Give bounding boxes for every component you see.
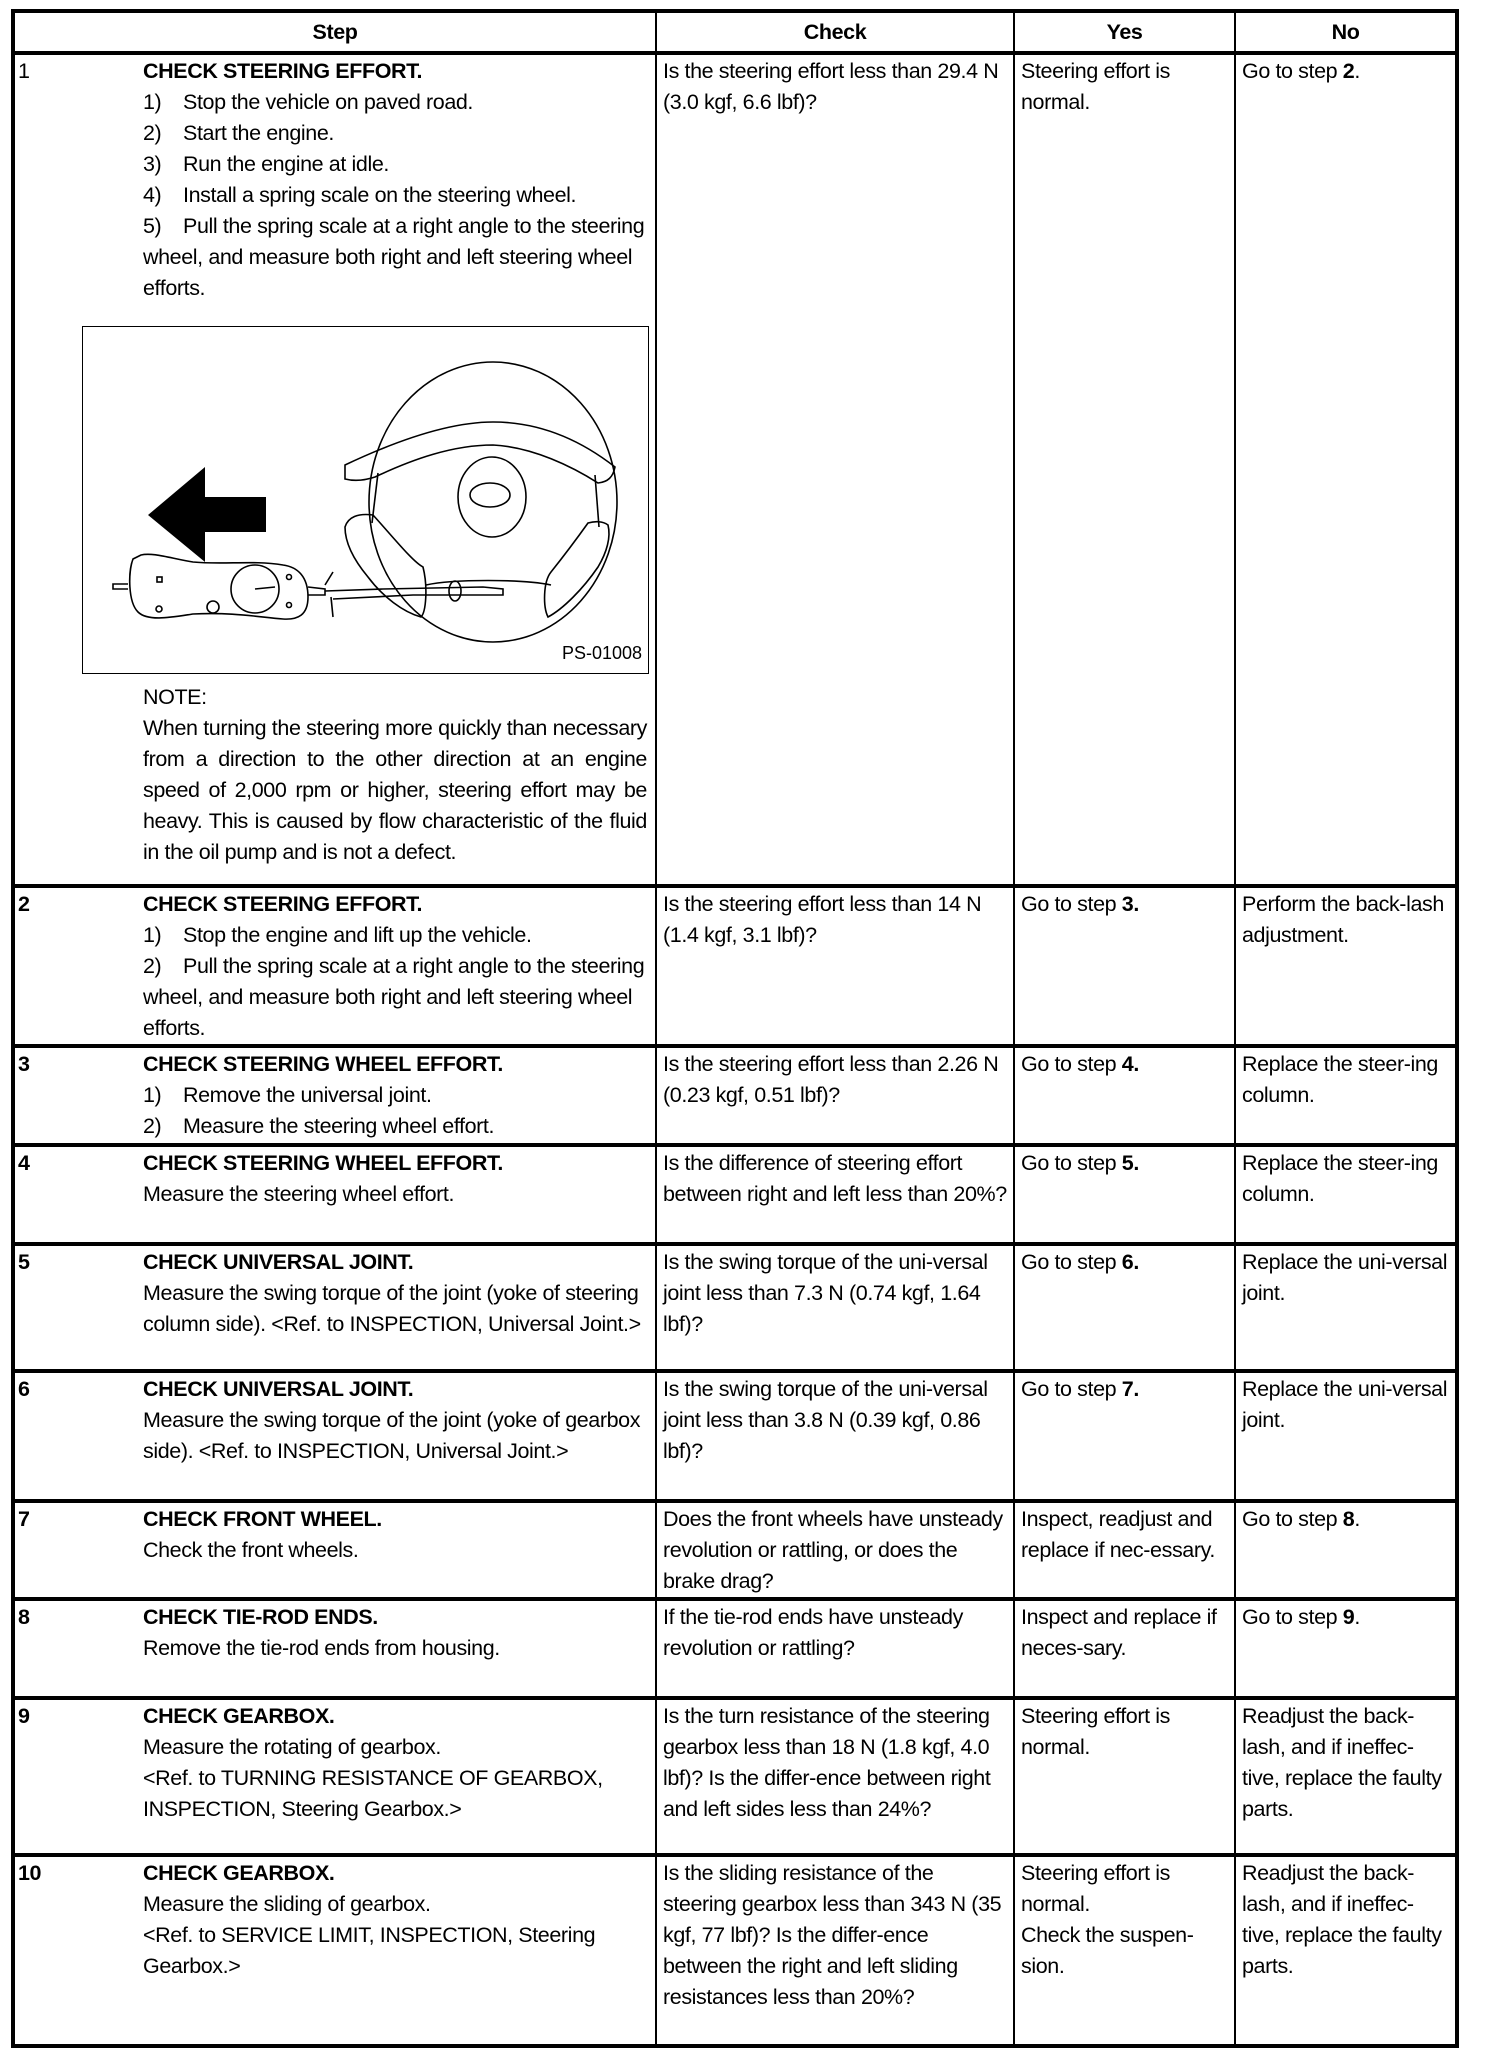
yes-cell: Inspect and replace if neces-sary. xyxy=(1014,1599,1235,1698)
spring-scale-icon xyxy=(113,554,503,619)
no-cell: Readjust the back-lash, and if ineffec-tive, replace the faulty parts. xyxy=(1235,1855,1457,2046)
step-description: Measure the steering wheel effort. xyxy=(143,1182,455,1206)
step-number: 5 xyxy=(18,1250,30,1274)
table-row xyxy=(13,886,1457,1046)
check-cell: Does the front wheels have unsteady revolution or rattling, or does the brake drag? xyxy=(656,1501,1014,1599)
reference-link[interactable]: <Ref. to TURNING RESISTANCE OF GEARBOX, INSPECTION, Steering Gearbox.> xyxy=(143,1766,603,1821)
table-row xyxy=(13,1698,1457,1855)
note-label: NOTE: xyxy=(143,685,207,709)
no-cell: Replace the uni-versal joint. xyxy=(1235,1244,1457,1371)
step-description: Check the front wheels. xyxy=(143,1538,359,1562)
table-row xyxy=(13,1855,1457,2046)
step-title: CHECK FRONT WHEEL. xyxy=(143,1507,382,1531)
substep: 3) Run the engine at idle. xyxy=(143,152,389,176)
yes-cell: Go to step 3. xyxy=(1014,886,1235,1046)
header-row xyxy=(13,11,1457,53)
yes-cell xyxy=(1014,1855,1235,2046)
step-title: CHECK UNIVERSAL JOINT. xyxy=(143,1377,414,1401)
yes-cell: Go to step 5. xyxy=(1014,1145,1235,1244)
step-description: Measure the sliding of gearbox. xyxy=(143,1892,431,1916)
step-cell xyxy=(13,886,656,1046)
step-number: 1 xyxy=(18,59,30,83)
step-number: 9 xyxy=(18,1704,30,1728)
substep: 2) Start the engine. xyxy=(143,121,334,145)
check-cell: Is the steering effort less than 2.26 N (0.23 kgf, 0.51 lbf)? xyxy=(656,1046,1014,1145)
header-check: Check xyxy=(656,11,1014,53)
no-cell: Perform the back-lash adjustment. xyxy=(1235,886,1457,1046)
step-number: 7 xyxy=(18,1507,30,1531)
step-number: 10 xyxy=(18,1861,42,1885)
step-link[interactable]: 9 xyxy=(1342,1605,1355,1629)
step-description: Remove the tie-rod ends from housing. xyxy=(143,1636,500,1660)
substep: 1) Stop the vehicle on paved road. xyxy=(143,90,474,114)
step-link[interactable]: 5 xyxy=(1121,1151,1134,1175)
step-title: CHECK STEERING EFFORT. xyxy=(143,59,423,83)
no-cell: Replace the steer-ing column. xyxy=(1235,1046,1457,1145)
substep: 2) Pull the spring scale at a right angle to the steering wheel, and measure both right and left steering wheel efforts. xyxy=(143,954,645,1040)
diagnostic-table xyxy=(11,9,1459,2048)
header-yes: Yes xyxy=(1014,11,1235,53)
yes-cell: Steering effort is normal. xyxy=(1014,53,1235,886)
step-cell xyxy=(13,1145,656,1244)
check-cell: Is the steering effort less than 14 N (1.4 kgf, 3.1 lbf)? xyxy=(656,886,1014,1046)
check-cell: Is the sliding resistance of the steering gearbox less than 343 N (35 kgf, 77 lbf)? Is the differ-ence between the right and left sliding resistances less than 20%? xyxy=(656,1855,1014,2046)
substep: 1) Remove the universal joint. xyxy=(143,1083,432,1107)
step-cell xyxy=(13,1698,656,1855)
substep: 2) Measure the steering wheel effort. xyxy=(143,1114,495,1138)
illustration-figure xyxy=(82,326,649,674)
check-cell: Is the swing torque of the uni-versal joint less than 7.3 N (0.74 kgf, 1.64 lbf)? xyxy=(656,1244,1014,1371)
table-row xyxy=(13,53,1457,886)
step-link[interactable]: 2 xyxy=(1342,59,1355,83)
table-row xyxy=(13,1501,1457,1599)
step-number: 6 xyxy=(18,1377,30,1401)
step-description: Measure the swing torque of the joint (yoke of steering column side). <Ref. to INSPECTION, Universal Joint.> xyxy=(143,1281,641,1336)
step-cell xyxy=(13,1371,656,1501)
reference-link[interactable]: <Ref. to SERVICE LIMIT, INSPECTION, Steering Gearbox.> xyxy=(143,1923,596,1978)
step-link[interactable]: 7 xyxy=(1121,1377,1134,1401)
step-cell xyxy=(13,1501,656,1599)
yes-cell: Steering effort is normal. xyxy=(1014,1698,1235,1855)
substep: 1) Stop the engine and lift up the vehicle. xyxy=(143,923,532,947)
check-cell: Is the difference of steering effort between right and left less than 20%? xyxy=(656,1145,1014,1244)
no-cell: Go to step 9. xyxy=(1235,1599,1457,1698)
header-step: Step xyxy=(13,11,656,53)
spring-scale-steering-illustration xyxy=(83,327,650,675)
header-no: No xyxy=(1235,11,1457,53)
yes-cell: Go to step 7. xyxy=(1014,1371,1235,1501)
table-row xyxy=(13,1599,1457,1698)
substep: 5) Pull the spring scale at a right angle to the steering wheel, and measure both right and left steering wheel efforts. xyxy=(143,214,645,300)
no-cell: Replace the steer-ing column. xyxy=(1235,1145,1457,1244)
step-title: CHECK UNIVERSAL JOINT. xyxy=(143,1250,414,1274)
step-link[interactable]: 6 xyxy=(1121,1250,1134,1274)
check-cell: Is the turn resistance of the steering gearbox less than 18 N (1.8 kgf, 4.0 lbf)? Is the differ-ence between right and left sides less than 24%? xyxy=(656,1698,1014,1855)
step-cell xyxy=(13,1046,656,1145)
yes-cell: Go to step 4. xyxy=(1014,1046,1235,1145)
steering-wheel-icon xyxy=(345,362,617,642)
step-title: CHECK TIE-ROD ENDS. xyxy=(143,1605,378,1629)
table-row xyxy=(13,1371,1457,1501)
yes-cell: Go to step 6. xyxy=(1014,1244,1235,1371)
no-cell: Go to step 2. xyxy=(1235,53,1457,886)
check-cell: Is the swing torque of the uni-versal joint less than 3.8 N (0.39 kgf, 0.86 lbf)? xyxy=(656,1371,1014,1501)
step-title: CHECK STEERING WHEEL EFFORT. xyxy=(143,1052,503,1076)
step-link[interactable]: 8 xyxy=(1342,1507,1355,1531)
figure-id: PS-01008 xyxy=(561,643,642,663)
step-cell xyxy=(13,1244,656,1371)
step-link[interactable]: 3 xyxy=(1121,892,1134,916)
step-number: 8 xyxy=(18,1605,30,1629)
table-row xyxy=(13,1145,1457,1244)
no-cell: Go to step 8. xyxy=(1235,1501,1457,1599)
step-number: 3 xyxy=(18,1052,30,1076)
step-cell xyxy=(13,53,656,886)
no-cell: Readjust the back-lash, and if ineffec-tive, replace the faulty parts. xyxy=(1235,1698,1457,1855)
step-description: Measure the rotating of gearbox. xyxy=(143,1735,441,1759)
step-number: 2 xyxy=(18,892,30,916)
step-title: CHECK GEARBOX. xyxy=(143,1861,335,1885)
step-title: CHECK GEARBOX. xyxy=(143,1704,335,1728)
note-text: When turning the steering more quickly than necessary from a direction to the other direction at an engine speed of 2,000 rpm or higher, steering effort may be heavy. This is caused by flow characteristic of the fluid in the oil pump and is not a defect. xyxy=(143,716,647,864)
yes-line: Steering effort is normal. xyxy=(1021,1861,1170,1916)
yes-line: Check the suspen-sion. xyxy=(1021,1923,1194,1978)
step-title: CHECK STEERING EFFORT. xyxy=(143,892,423,916)
substep: 4) Install a spring scale on the steering wheel. xyxy=(143,183,577,207)
no-cell: Replace the uni-versal joint. xyxy=(1235,1371,1457,1501)
left-arrow-icon xyxy=(148,467,266,562)
step-description: Measure the swing torque of the joint (yoke of gearbox side). <Ref. to INSPECTION, Universal Joint.> xyxy=(143,1408,641,1463)
yes-cell: Inspect, readjust and replace if nec-essary. xyxy=(1014,1501,1235,1599)
step-cell xyxy=(13,1599,656,1698)
check-cell: If the tie-rod ends have unsteady revolution or rattling? xyxy=(656,1599,1014,1698)
table-row xyxy=(13,1244,1457,1371)
table-row xyxy=(13,1046,1457,1145)
step-title: CHECK STEERING WHEEL EFFORT. xyxy=(143,1151,503,1175)
step-number: 4 xyxy=(18,1151,30,1175)
step-link[interactable]: 4 xyxy=(1121,1052,1134,1076)
step-cell xyxy=(13,1855,656,2046)
check-cell: Is the steering effort less than 29.4 N (3.0 kgf, 6.6 lbf)? xyxy=(656,53,1014,886)
